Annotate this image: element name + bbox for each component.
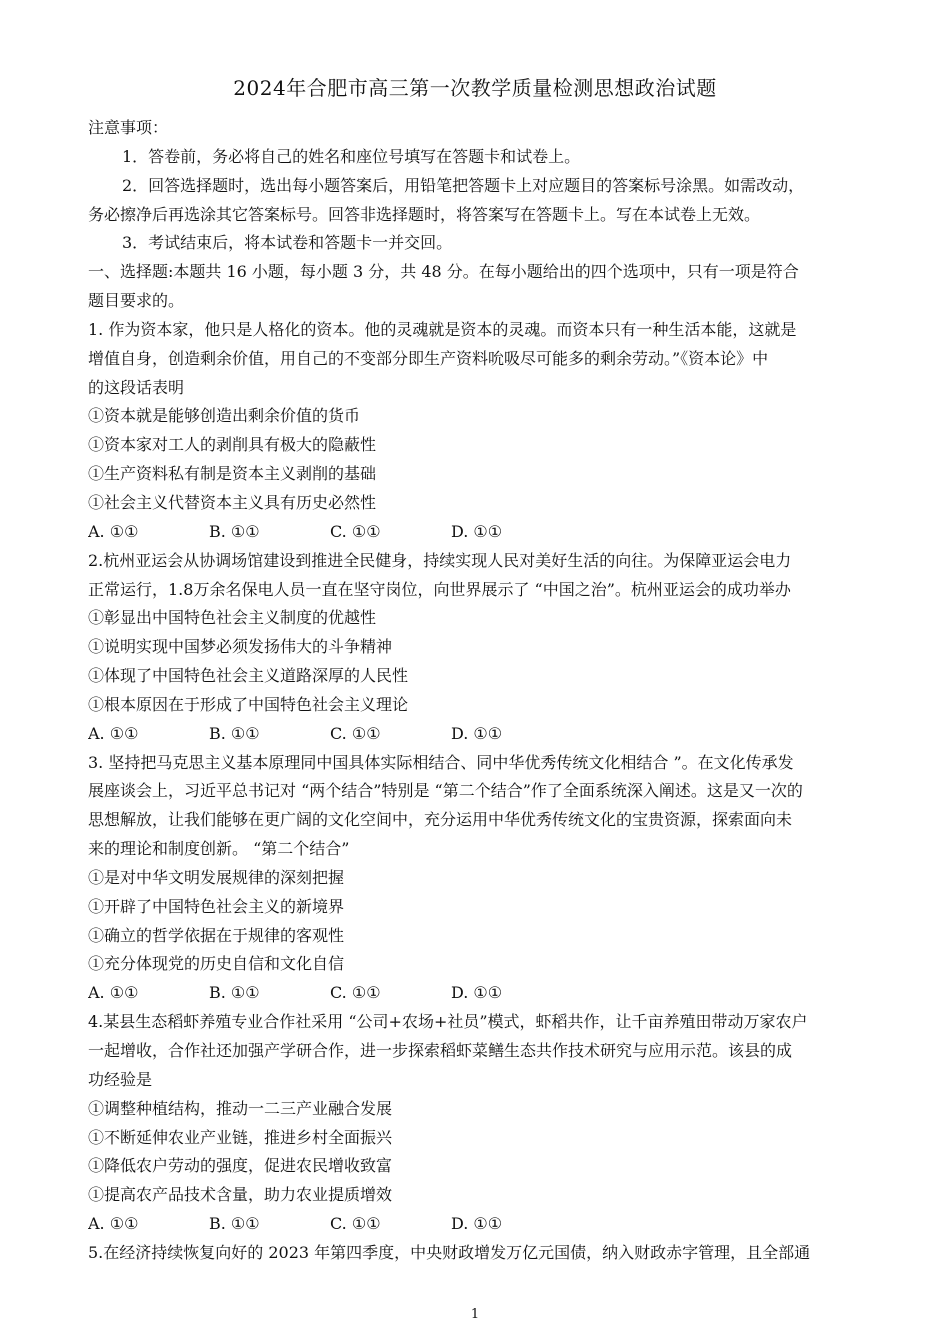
page-title: 2024年合肥市高三第一次教学质量检测思想政治试题 [233, 76, 717, 100]
question-stem: 4.某县生态稻虾养殖专业合作社采用 “公司+农场+社员”模式，虾稻共作，让千亩养殖田带动万家农户 [88, 1012, 808, 1032]
notes-item: 务必擦净后再选涂其它答案标号。回答非选择题时，将答案写在答题卡上。写在本试卷上无效。 [88, 204, 761, 224]
question-stem: 思想解放，让我们能够在更广阔的文化空间中，充分运用中华优秀传统文化的宝贵资源，探索面向未 [88, 810, 793, 830]
option-c: C. ①① [330, 1214, 381, 1234]
answer-options [88, 518, 864, 547]
notes-item: 3．考试结束后，将本试卷和答题卡一并交回。 [122, 233, 453, 253]
question-statement: ①调整种植结构，推动一二三产业融合发展 [88, 1098, 393, 1118]
question-statement: ①彰显出中国特色社会主义制度的优越性 [88, 608, 377, 628]
page-number: 1 [470, 1307, 480, 1322]
question-2 [88, 547, 864, 749]
question-4 [88, 1008, 864, 1239]
answer-options [88, 979, 864, 1008]
question-statement: ①提高农产品技术含量，助力农业提质增效 [88, 1185, 393, 1205]
question-statement: ①确立的哲学依据在于规律的客观性 [88, 925, 345, 945]
option-c: C. ①① [330, 723, 381, 743]
question-stem: 5.在经济持续恢复向好的 2023 年第四季度，中央财政增发万亿元国债，纳入财政赤字管理，且全部通 [88, 1242, 811, 1262]
option-a: A. ①① [88, 521, 139, 541]
question-statement: ①不断延伸农业产业链，推进乡村全面振兴 [88, 1127, 393, 1147]
option-d: D. ①① [451, 723, 503, 743]
question-statement: ①充分体现党的历史自信和文化自信 [88, 954, 345, 974]
question-3 [88, 749, 864, 1009]
answer-options [88, 1210, 864, 1239]
question-stem: 功经验是 [88, 1069, 153, 1089]
notes-heading: 注意事项： [88, 118, 169, 137]
question-stem: 的这段话表明 [88, 377, 185, 397]
question-statement: ①说明实现中国梦必须发扬伟大的斗争精神 [88, 637, 393, 657]
question-statement: ①资本就是能够创造出剩余价值的货币 [88, 406, 361, 426]
section-heading: 一、选择题:本题共 16 小题，每小题 3 分，共 48 分。在每小题给出的四个选项中，只有一项是符合 [88, 262, 799, 282]
option-b: B. ①① [209, 521, 260, 541]
option-d: D. ①① [451, 1214, 503, 1234]
question-1 [88, 316, 864, 547]
question-stem: 展座谈会上，习近平总书记对 “两个结合”特别是 “第二个结合”作了全面系统深入阐述。这是又一次的 [88, 781, 803, 801]
question-statement: ①资本家对工人的剥削具有极大的隐蔽性 [88, 435, 377, 455]
notes-item: 1．答卷前，务必将自己的姓名和座位号填写在答题卡和试卷上。 [122, 146, 581, 166]
exam-content [88, 114, 864, 1268]
question-stem: 正常运行，1.8万余名保电人员一直在坚守岗位，向世界展示了 “中国之治”。杭州亚运会的成功举办 [88, 579, 791, 599]
option-a: A. ①① [88, 1214, 139, 1234]
option-a: A. ①① [88, 723, 139, 743]
question-5 [88, 1239, 864, 1268]
question-statement: ①根本原因在于形成了中国特色社会主义理论 [88, 694, 409, 714]
option-c: C. ①① [330, 521, 381, 541]
question-statement: ①生产资料私有制是资本主义剥削的基础 [88, 464, 377, 484]
answer-options [88, 720, 864, 749]
option-b: B. ①① [209, 983, 260, 1003]
question-stem: 3. 坚持把马克思主义基本原理同中国具体实际相结合、同中华优秀传统文化相结合 ”。在文化传承发 [88, 752, 794, 772]
question-statement: ①开辟了中国特色社会主义的新境界 [88, 896, 345, 916]
option-b: B. ①① [209, 723, 260, 743]
question-statement: ①体现了中国特色社会主义道路深厚的人民性 [88, 666, 409, 686]
option-a: A. ①① [88, 983, 139, 1003]
question-statement: ①是对中华文明发展规律的深刻把握 [88, 867, 345, 887]
question-statement: ①降低农户劳动的强度，促进农民增收致富 [88, 1156, 393, 1176]
question-stem: 1. 作为资本家，他只是人格化的资本。他的灵魂就是资本的灵魂。而资本只有一种生活本能，这就是 [88, 319, 797, 339]
section-heading: 题目要求的。 [88, 291, 185, 311]
question-stem: 2.杭州亚运会从协调场馆建设到推进全民健身，持续实现人民对美好生活的向往。为保障亚运会电力 [88, 550, 792, 570]
question-stem: 一起增收，合作社还加强产学研合作，进一步探索稻虾菜鳝生态共作技术研究与应用示范。该县的成 [88, 1041, 793, 1060]
option-d: D. ①① [451, 521, 503, 541]
question-stem: 增值自身，创造剩余价值，用自己的不变部分即生产资料吮吸尽可能多的剩余劳动。”《资本论》中 [88, 348, 769, 368]
question-stem: 来的理论和制度创新。 “第二个结合” [88, 839, 350, 859]
notes-item: 2．回答选择题时，选出每小题答案后，用铅笔把答题卡上对应题目的答案标号涂黑。如需改动， [122, 175, 805, 195]
option-b: B. ①① [209, 1214, 260, 1234]
option-d: D. ①① [451, 983, 503, 1003]
option-c: C. ①① [330, 983, 381, 1003]
question-statement: ①社会主义代替资本主义具有历史必然性 [88, 492, 377, 512]
